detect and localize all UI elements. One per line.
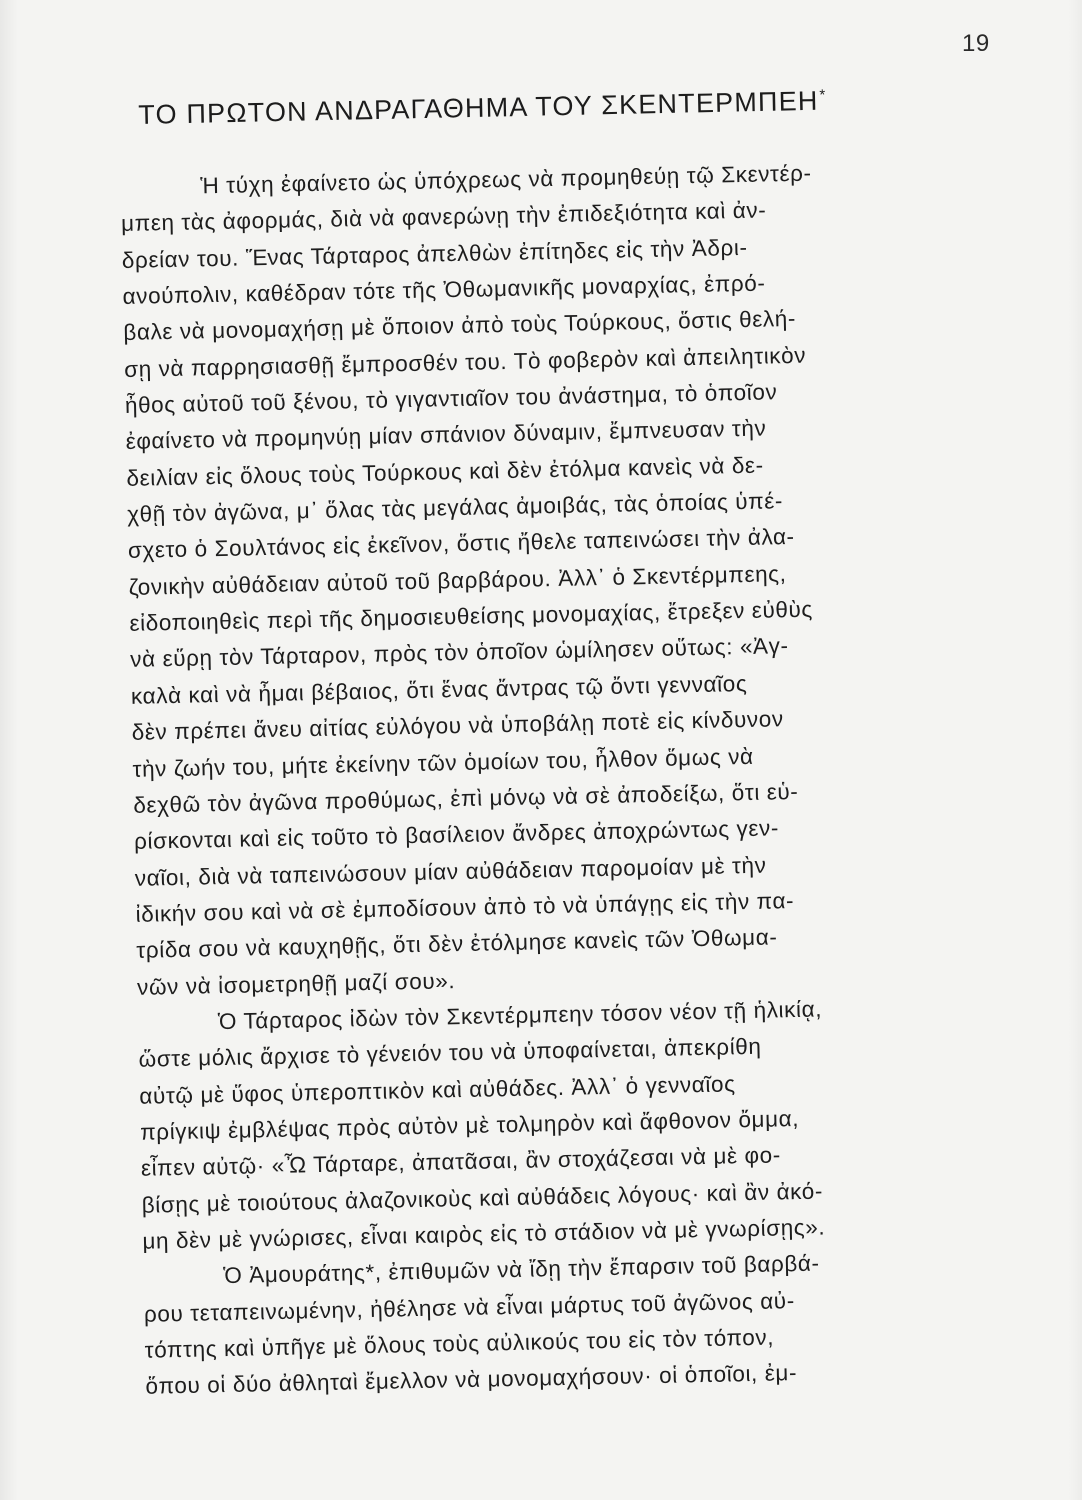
text-line: μη δὲν μὲ γνώρισες, εἶναι καιρὸς εἰς τὸ στάδιον νὰ μὲ γνωρίσῃς». — [142, 1214, 826, 1254]
text-line: τρίδα σου νὰ καυχηθῇς, ὅτι δὲν ἐτόλμησε κανεὶς τῶν Ὀθωμα- — [136, 924, 778, 964]
chapter-title-text: ΤΟ ΠΡΩΤΟΝ ΑΝΔΡΑΓΑΘΗΜΑ ΤΟΥ ΣΚΕΝΤΕΡΜΠΕΗ — [138, 85, 819, 130]
text-line: ανούπολιν, καθέδραν τότε τῆς Ὀθωμανικῆς μοναρχίας, ἐπρό- — [122, 270, 766, 310]
text-line: ρου τεταπεινωμένην, ἠθέλησε νὰ εἶναι μάρτυς τοῦ ἀγῶνος αὐ- — [143, 1287, 796, 1327]
text-line: ἐφαίνετο νὰ προμηνύῃ μίαν σπάνιον δύναμιν, ἔμπνευσαν τὴν — [125, 415, 767, 455]
text-line: βαλε νὰ μονομαχήσῃ μὲ ὅποιον ἀπὸ τοὺς Τούρκους, ὅστις θελή- — [123, 306, 797, 346]
text-line: ὅπου οἱ δύο ἀθληταὶ ἔμελλον νὰ μονομαχήσουν· οἱ ὁποῖοι, ἐμ- — [145, 1360, 798, 1400]
text-line: δρείαν του. Ἕνας Τάρταρος ἀπελθὼν ἐπίτηδες εἰς τὴν Ἀδρι- — [121, 234, 748, 273]
page-number: 19 — [962, 30, 990, 57]
text-line: δεχθῶ τὸν ἀγῶνα προθύμως, ἐπὶ μόνῳ νὰ σὲ ἀποδείξω, ὅτι εὑ- — [133, 778, 799, 818]
title-footnote-marker: * — [819, 86, 827, 104]
text-line: καλὰ καὶ νὰ ἦμαι βέβαιος, ὅτι ἕνας ἄντρας τῷ ὄντι γενναῖος — [130, 670, 748, 709]
text-line: ζονικὴν αὐθάδειαν αὐτοῦ τοῦ βαρβάρου. Ἀλλ᾽ ὁ Σκεντέρμπεης, — [128, 560, 787, 600]
text-line: βίσῃς μὲ τοιούτους ἀλαζονικοὺς καὶ αὐθάδεις λόγους· καὶ ἂν ἀκό- — [141, 1178, 824, 1218]
text-line: χθῇ τὸν ἀγῶνα, μ᾽ ὅλας τὰς μεγάλας ἀμοιβάς, τὰς ὁποίας ὑπέ- — [126, 488, 784, 528]
text-line: αὐτῷ μὲ ὕφος ὑπεροπτικὸν καὶ αὐθάδες. Ἀλλ᾽ ὁ γενναῖος — [139, 1070, 736, 1109]
text-line: νὰ εὕρῃ τὸν Τάρταρον, πρὸς τὸν ὁποῖον ὡμίλησεν οὕτως: «Ἀγ- — [129, 633, 789, 673]
text-line: ναῖοι, διὰ νὰ ταπεινώσουν μίαν αὐθάδειαν παρομοίαν μὲ τὴν — [134, 852, 767, 891]
text-line: ὥστε μόλις ἄρχισε τὸ γένειόν του νὰ ὑποφαίνεται, ἀπεκρίθη — [138, 1034, 762, 1073]
text-line: σῃ νὰ παρρησιασθῇ ἔμπροσθέν του. Τὸ φοβερὸν καὶ ἀπειλητικὸν — [123, 342, 807, 382]
text-line: ἰδικήν σου καὶ νὰ σὲ ἐμποδίσουν ἀπὸ τὸ νὰ ὑπάγῃς εἰς τὴν πα- — [135, 887, 795, 927]
chapter-title — [138, 82, 998, 131]
body-text — [120, 151, 1066, 1406]
text-line: εἶπεν αὐτῷ· «Ὦ Τάρταρε, ἀπατᾶσαι, ἂν στοχάζεσαι νὰ μὲ φο- — [140, 1142, 782, 1182]
text-line: πρίγκιψ ἐμβλέψας πρὸς αὐτὸν μὲ τολμηρὸν καὶ ἄφθονον ὄμμα, — [139, 1105, 800, 1145]
text-line: δειλίαν εἰς ὅλους τοὺς Τούρκους καὶ δὲν ἐτόλμα κανεὶς νὰ δε- — [126, 452, 764, 491]
text-line: μπεη τὰς ἀφορμάς, διὰ νὰ φανερώνῃ τὴν ἐπιδεξιότητα καὶ ἀν- — [120, 197, 767, 237]
text-line: εἰδοποιηθεὶς περὶ τῆς δημοσιευθείσης μονομαχίας, ἔτρεξεν εὐθὺς — [129, 596, 814, 637]
text-line: Ἡ τύχη ἐφαίνετο ὡς ὑπόχρεως νὰ προμηθεύῃ τῷ Σκεντέρ- — [200, 160, 812, 199]
text-line: ἦθος αὐτοῦ τοῦ ξένου, τὸ γιγαντιαῖον του ἀνάστημα, τὸ ὁποῖον — [124, 379, 778, 419]
text-line: σχετο ὁ Σουλτάνος εἰς ἐκεῖνον, ὅστις ἤθελε ταπεινώσει τὴν ἀλα- — [127, 524, 795, 564]
text-line: νῶν νὰ ἰσομετρηθῇ μαζί σου». — [136, 967, 456, 1000]
text-line: Ὁ Τάρταρος ἰδὼν τὸν Σκεντέρμπεην τόσον νέον τῇ ἡλικίᾳ, — [217, 996, 823, 1035]
text-line: δὲν πρέπει ἄνευ αἰτίας εὐλόγου νὰ ὑποβάλῃ ποτὲ εἰς κίνδυνον — [131, 706, 784, 746]
text-line: τὴν ζωήν του, μήτε ἐκείνην τῶν ὁμοίων του, ἦλθον ὅμως νὰ — [132, 743, 754, 782]
text-line: Ὁ Ἀμουράτης*, ἐπιθυμῶν νὰ ἴδῃ τὴν ἔπαρσιν τοῦ βαρβά- — [222, 1250, 820, 1289]
text-line: τόπτης καὶ ὑπῆγε μὲ ὅλους τοὺς αὐλικούς του εἰς τὸν τόπον, — [144, 1324, 775, 1363]
text-line: ρίσκονται καὶ εἰς τοῦτο τὸ βασίλειον ἄνδρες ἀποχρώντως γεν- — [133, 815, 780, 855]
